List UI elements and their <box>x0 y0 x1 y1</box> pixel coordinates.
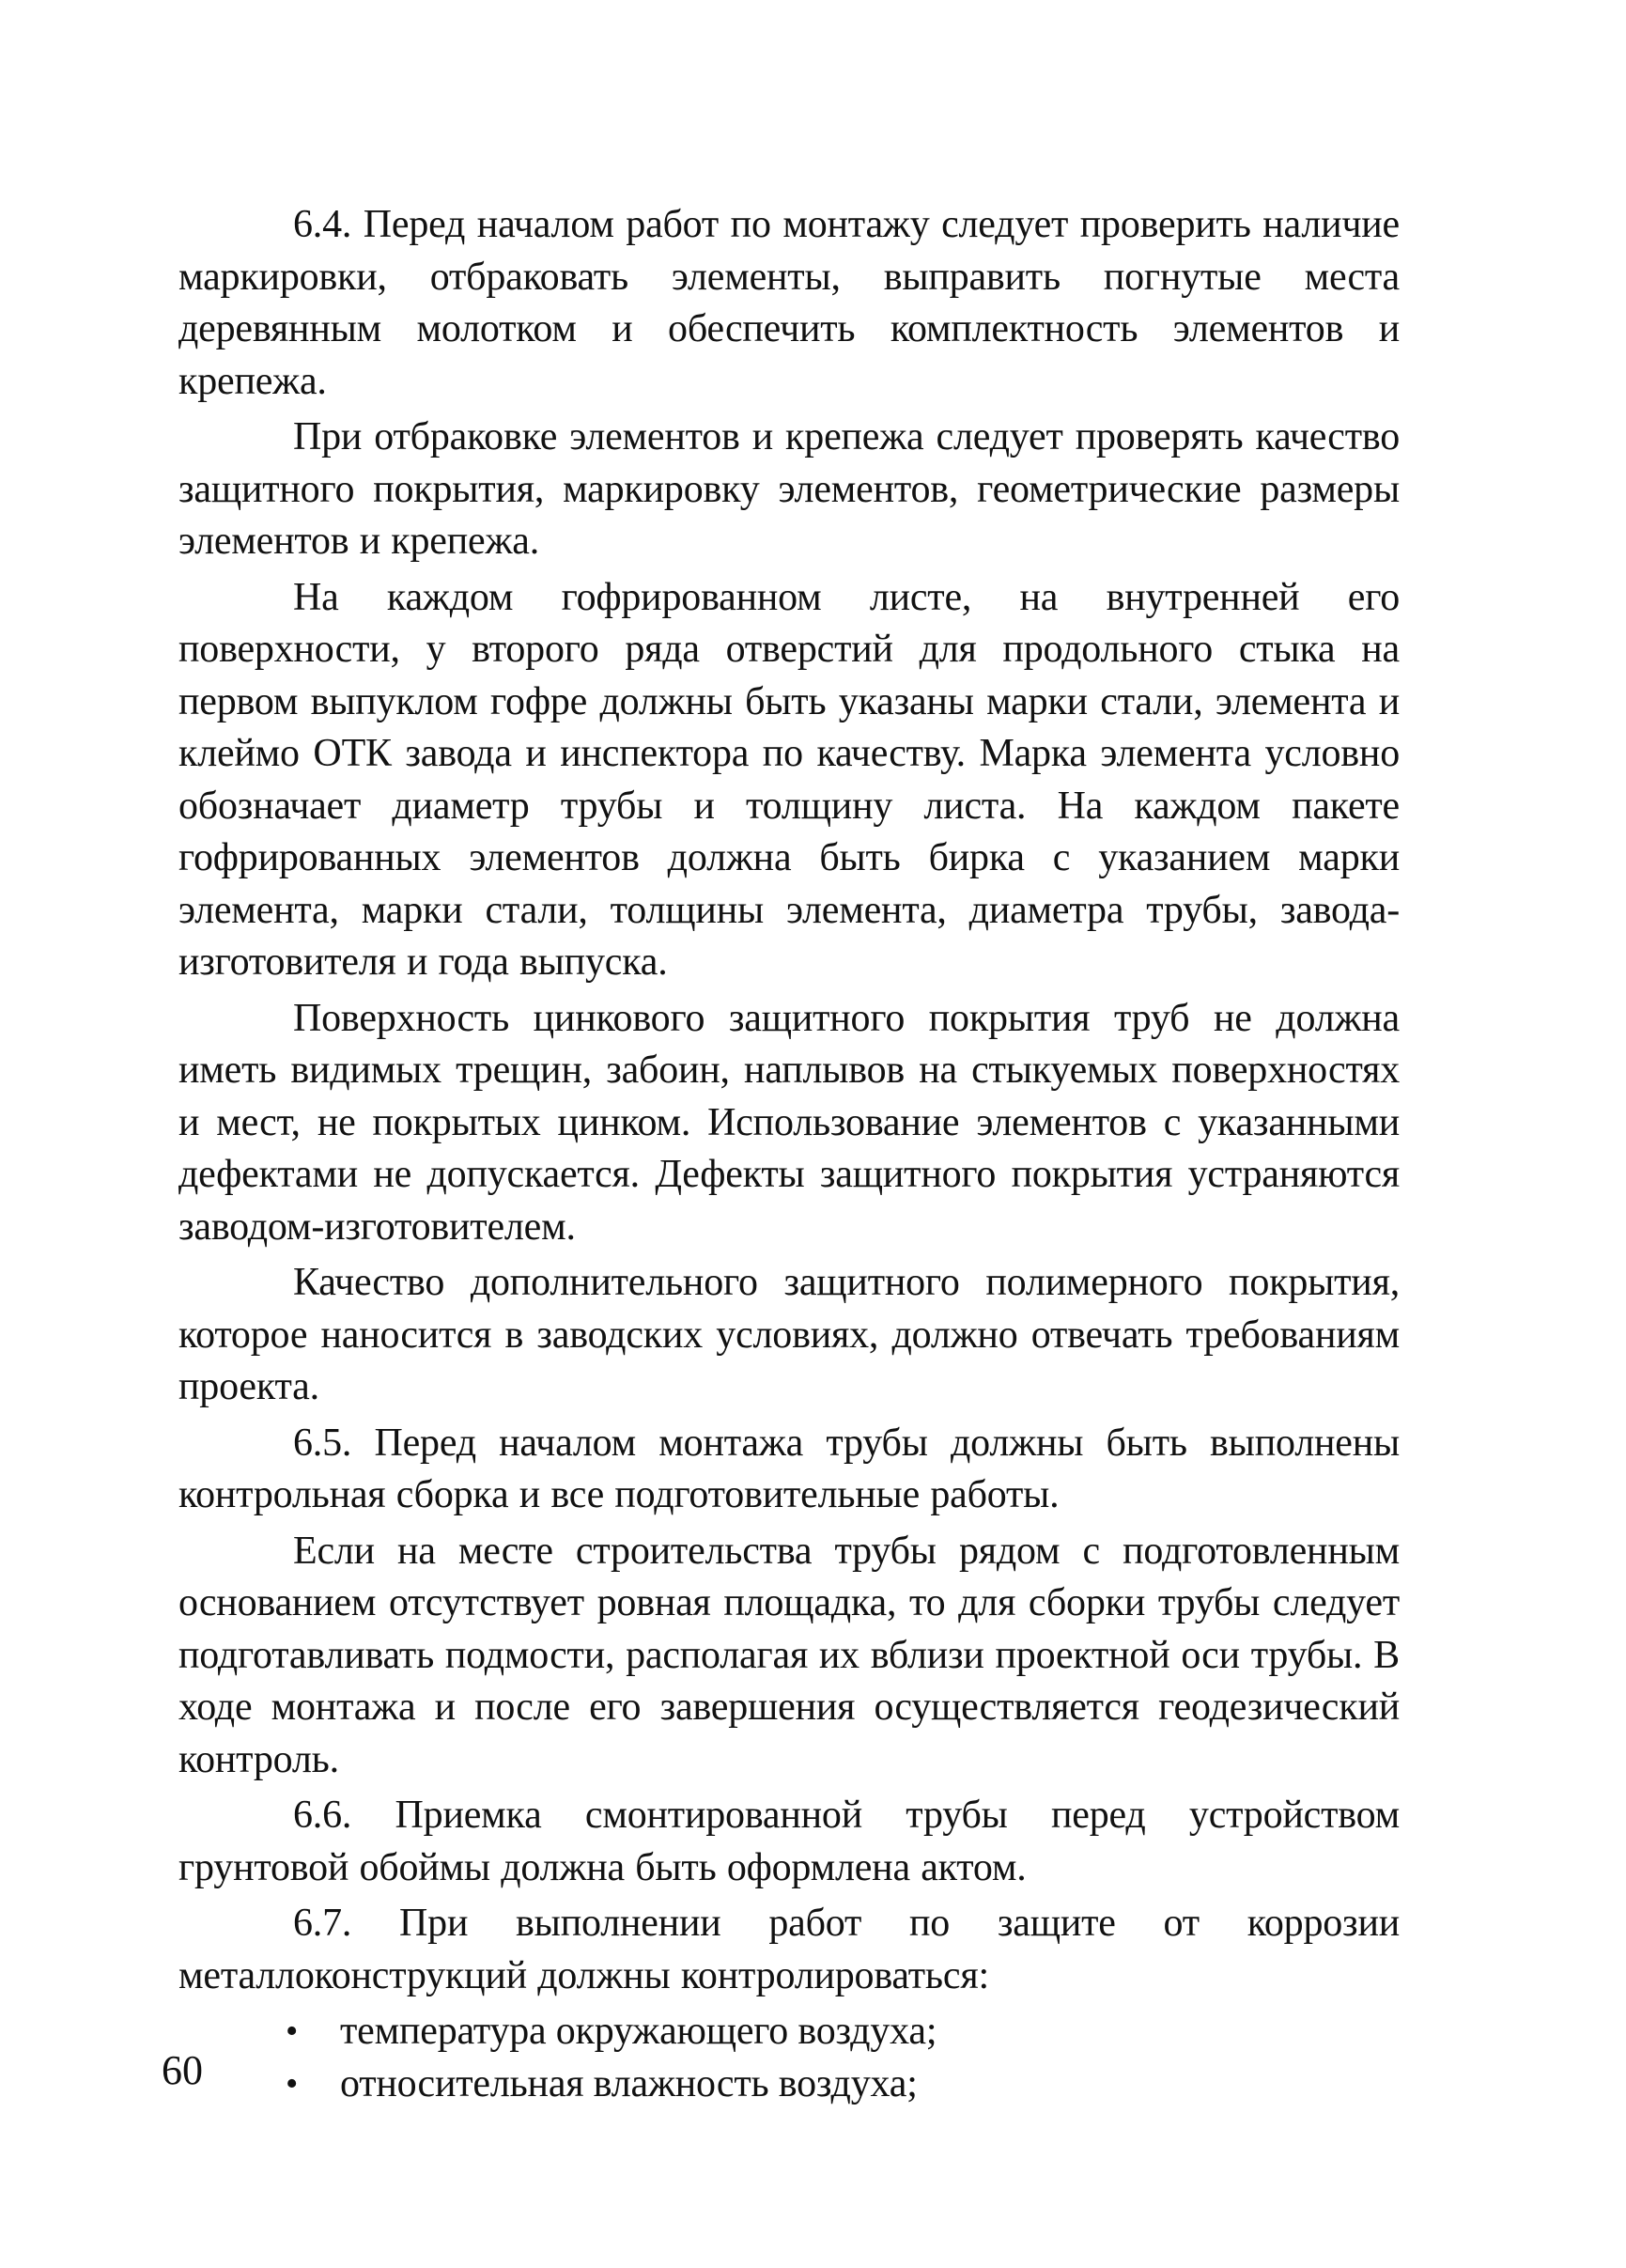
list-item <box>178 2006 1400 2058</box>
paragraph-rejection-check: При отбраковке элементов и крепежа следует проверять качество защитного покрытия, маркировку элементов, геометрические размеры элементов и крепежа. <box>178 415 1400 563</box>
document-page <box>178 199 1400 2110</box>
page-number: 60 <box>162 2047 203 2093</box>
list-item-text: относительная влажность воздуха; <box>340 2061 918 2105</box>
paragraph-6-5: 6.5. Перед началом монтажа трубы должны быть выполнены контрольная сборка и все подготовительные работы. <box>178 1421 1400 1516</box>
bullet-icon: • <box>286 2012 299 2051</box>
paragraph-scaffolding: Если на месте строительства трубы рядом с подготовленным основанием отсутствует ровная площадка, то для сборки трубы следует подготавливать подмости, располагая их вблизи проектной оси трубы. В ходе монтажа и после его завершения осуществляется геодезический контроль. <box>178 1529 1400 1781</box>
paragraph-6-7: 6.7. При выполнении работ по защите от коррозии металлоконструкций должны контролироваться: <box>178 1902 1400 1997</box>
bullet-icon: • <box>286 2063 299 2104</box>
paragraph-zinc-coating: Поверхность цинкового защитного покрытия труб не должна иметь видимых трещин, забоин, наплывов на стыкуемых поверхностях и мест, не покрытых цинком. Использование элементов с указанными дефектами не допускается. Дефекты защитного покрытия устраняются заводом-изготовителем. <box>178 996 1400 1249</box>
control-parameters-list <box>178 2006 1400 2110</box>
paragraph-6-6: 6.6. Приемка смонтированной трубы перед устройством грунтовой обоймы должна быть оформлена актом. <box>178 1794 1400 1889</box>
paragraph-6-4: 6.4. Перед началом работ по монтажу следует проверить наличие маркировки, отбраковать элементы, выправить погнутые места деревянным молотком и обеспечить комплектность элементов и крепежа. <box>178 203 1400 403</box>
paragraph-sheet-marking: На каждом гофрированном листе, на внутренней его поверхности, у второго ряда отверстий для продольного стыка на первом выпуклом гофре должны быть указаны марки стали, элемента и клеймо ОТК завода и инспектора по качеству. Марка элемента условно обозначает диаметр трубы и толщину листа. На каждом пакете гофрированных элементов должна быть бирка с указанием марки элемента, марки стали, толщины элемента, диаметра трубы, завода-изготовителя и года выпуска. <box>178 575 1400 984</box>
list-item <box>178 2058 1400 2111</box>
paragraph-polymer-coating: Качество дополнительного защитного полимерного покрытия, которое наносится в заводских условиях, должно отвечать требованиям проекта. <box>178 1261 1400 1408</box>
list-item-text: температура окружающего воздуха; <box>340 2010 937 2053</box>
